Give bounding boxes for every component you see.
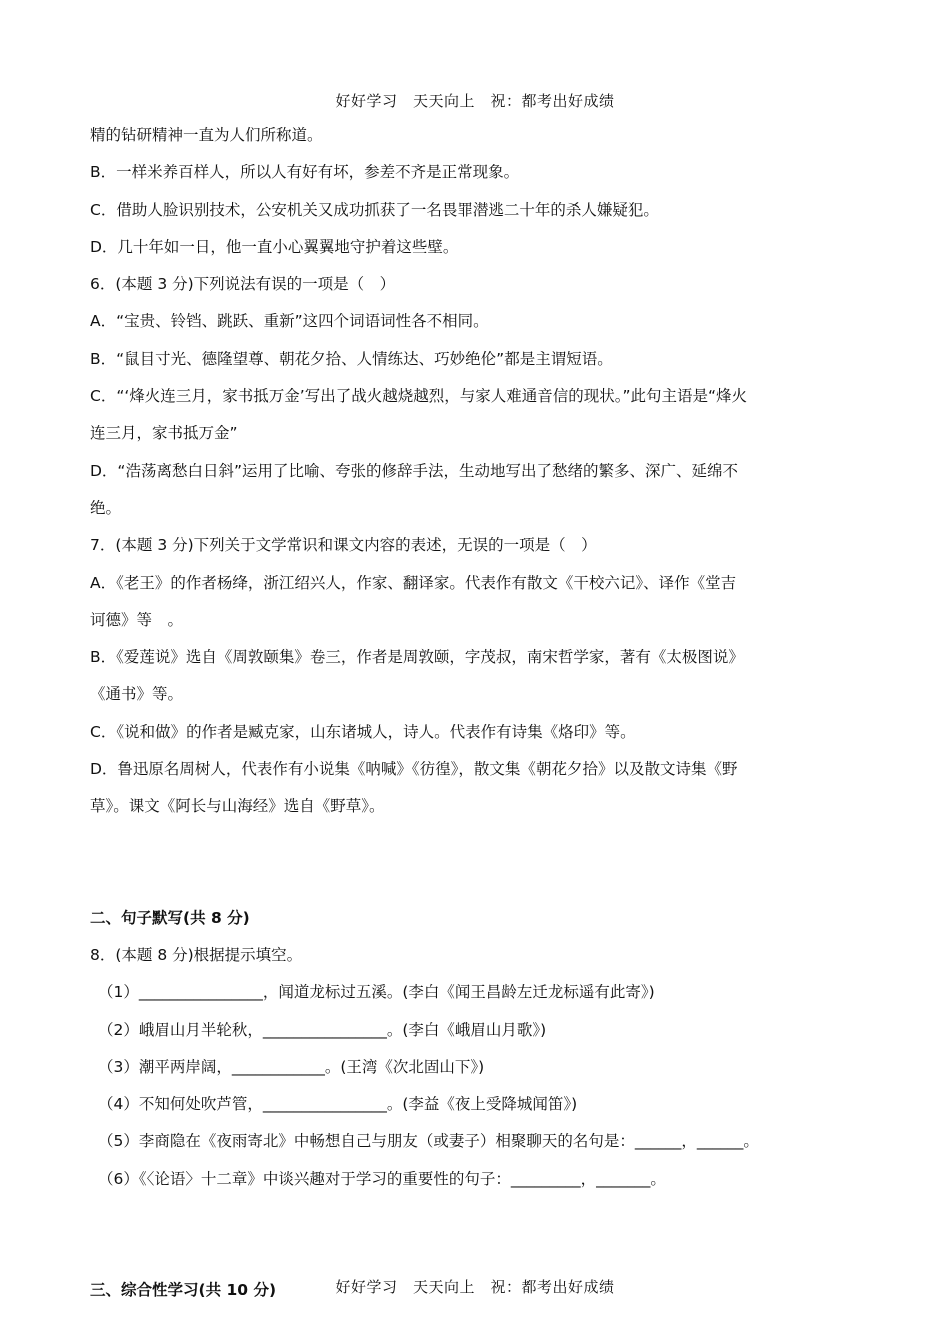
option-c-q5: C．借助人脸识别技术，公安机关又成功抓获了一名畏罪潜逃二十年的杀人嫌疑犯。 — [90, 200, 659, 219]
section-3-heading: 三、综合性学习(共 10 分) — [90, 1281, 277, 1300]
option-b-q7-cont: 《通书》等。 — [90, 685, 184, 704]
option-c-q6: C．“‘烽火连三月，家书抵万金’写出了战火越烧越烈，与家人难通音信的现状。”此句主语是“烽火 — [90, 387, 748, 406]
page-footer: 好好学习 天天向上 祝：都考出好成绩 — [335, 1278, 615, 1296]
option-d-q6: D．“浩荡离愁白日斜”运用了比喻、夸张的修辞手法，生动地写出了愁绪的繁多、深广、延绵不 — [90, 461, 738, 480]
option-d-q6-cont: 绝。 — [90, 498, 122, 517]
fill-blank-5: （5）李商隐在《夜雨寄北》中畅想自己与朋友（或妻子）相聚聊天的名句是：______，______。 — [98, 1132, 759, 1151]
page-content — [90, 117, 810, 1309]
fill-blank-2: （2）峨眉山月半轮秋，________________。(李白《峨眉山月歌》) — [98, 1020, 547, 1039]
fill-blank-4: （4）不知何处吹芦管，________________。(李益《夜上受降城闻笛》) — [98, 1095, 578, 1114]
question-8: 8．(本题 8 分)根据提示填空。 — [90, 945, 303, 964]
option-a-q6: A．“宝贵、铃铛、跳跃、重新”这四个词语词性各不相同。 — [90, 312, 489, 331]
question-6: 6．(本题 3 分)下列说法有误的一项是（ ） — [90, 275, 396, 294]
text-line: 精的钻研精神一直为人们所称道。 — [90, 126, 323, 144]
fill-blank-1: （1）________________，闻道龙标过五溪。(李白《闻王昌龄左迁龙标遥有此寄》) — [98, 983, 655, 1002]
option-d-q7: D．鲁迅原名周树人，代表作有小说集《呐喊》《彷徨》，散文集《朝花夕拾》以及散文诗集《野 — [90, 760, 738, 779]
question-7: 7．(本题 3 分)下列关于文学常识和课文内容的表述，无误的一项是（ ） — [90, 536, 597, 555]
option-d-q7-cont: 草》。课文《阿长与山海经》选自《野草》。 — [90, 797, 385, 816]
option-d-q5: D．几十年如一日，他一直小心翼翼地守护着这些壁。 — [90, 237, 459, 256]
section-spacer — [90, 1198, 810, 1272]
fill-blank-3: （3）潮平两岸阔，____________。(王湾《次北固山下》) — [98, 1057, 485, 1076]
option-b-q7: B．《爱莲说》选自《周敦颐集》卷三，作者是周敦颐，字茂叔，南宋哲学家，著有《太极图说》 — [90, 648, 744, 667]
section-2-heading: 二、句子默写(共 8 分) — [90, 908, 250, 927]
page-header: 好好学习 天天向上 祝：都考出好成绩 — [335, 92, 615, 110]
option-a-q7: A．《老王》的作者杨绛，浙江绍兴人，作家、翻译家。代表作有散文《干校六记》、译作《堂吉 — [90, 573, 737, 592]
option-c-q6-cont: 连三月，家书抵万金” — [90, 424, 238, 443]
option-b-q5: B．一样米养百样人，所以人有好有坏，参差不齐是正常现象。 — [90, 163, 520, 182]
option-b-q6: B．“鼠目寸光、德隆望尊、朝花夕拾、人情练达、巧妙绝伦”都是主谓短语。 — [90, 349, 613, 368]
section-spacer — [90, 826, 810, 900]
option-c-q7: C．《说和做》的作者是臧克家，山东诸城人，诗人。代表作有诗集《烙印》等。 — [90, 722, 636, 741]
fill-blank-6: （6）《〈论语〉十二章》中谈兴趣对于学习的重要性的句子：_________，_______。 — [98, 1169, 666, 1188]
option-a-q7-cont: 诃德》等 。 — [90, 610, 184, 629]
